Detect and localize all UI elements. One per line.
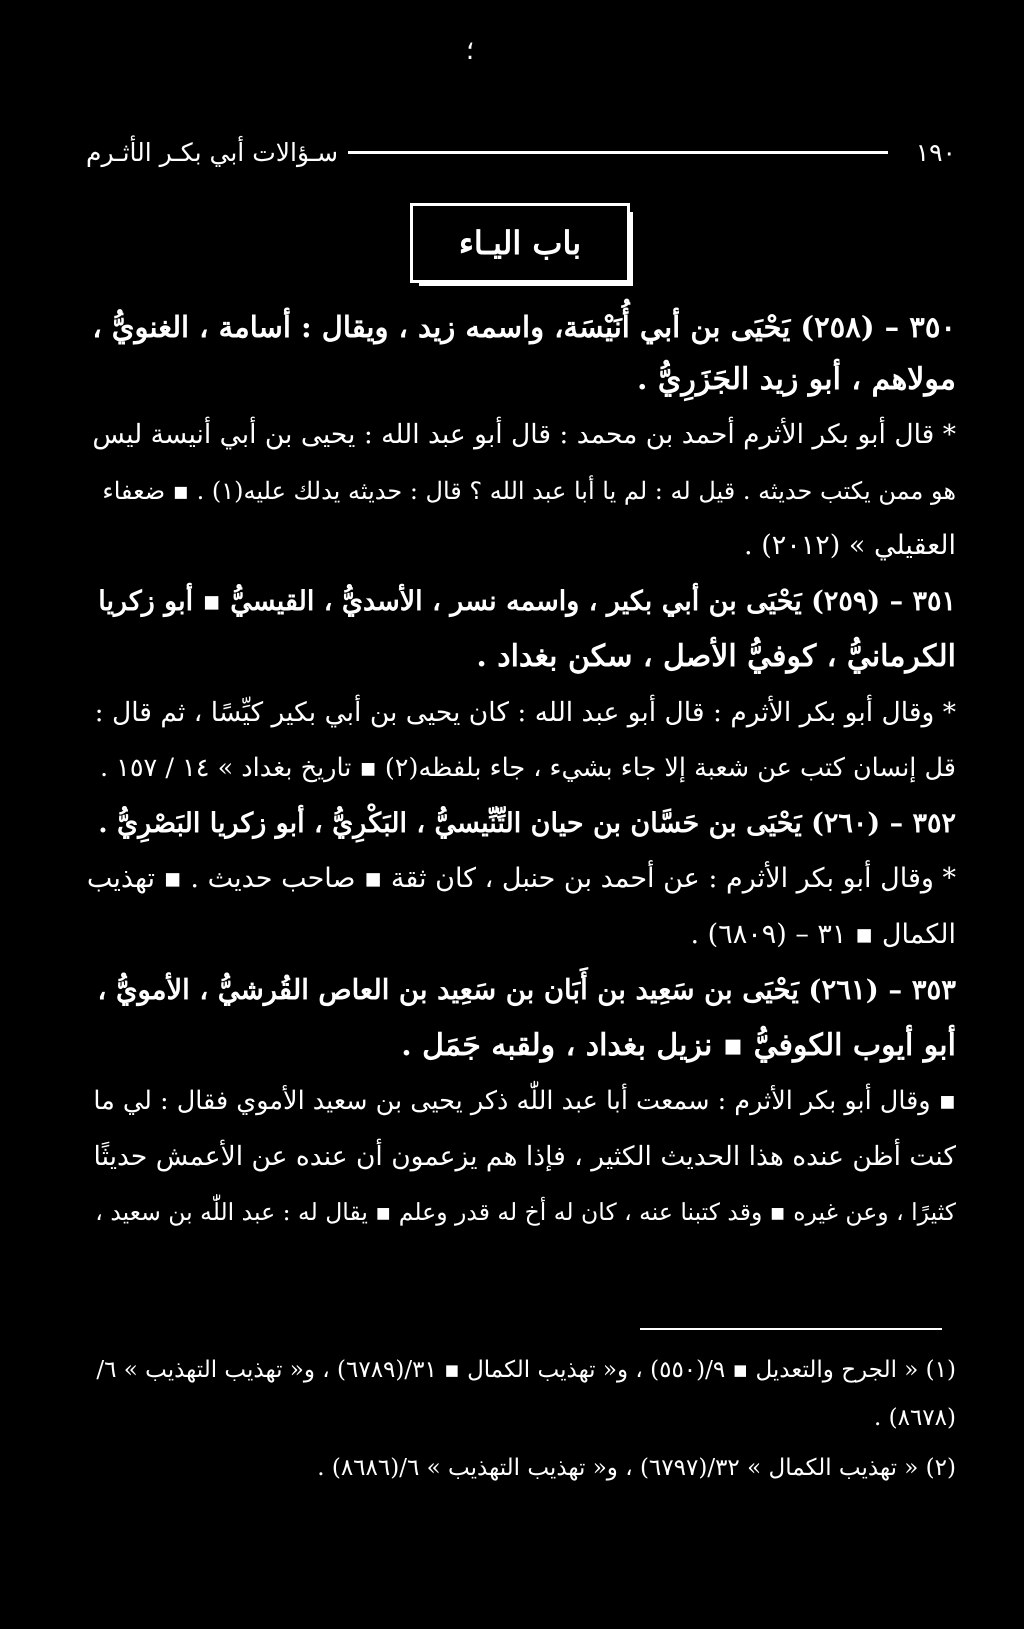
footnote-1-cont: (٨٦٧٨) . (873, 1405, 956, 1431)
footnote-2: (٢) « تهذيب الكمال » ٣٢/(٦٧٩٧) ، و« تهذيب التهذيب » ٦/(٨٦٨٦) . (317, 1455, 956, 1481)
entry-350-heading-cont: مولاهم ، أبو زيد الجَزَرِيُّ . (637, 362, 956, 397)
entry-351-heading: ٣٥١ – (٢٥٩) يَحْيَى بن أبي بكير ، واسمه نسر ، الأسديُّ ، القيسيُّ ▪ أبو زكريا (98, 586, 956, 617)
footnote-1: (١) « الجرح والتعديل ▪ ٩/(٥٥٠) ، و« تهذيب الكمال ▪ ٣١/(٦٧٨٩) ، و« تهذيب التهذيب » ٦/ (96, 1357, 956, 1383)
page-number: ١٩٠ (915, 137, 956, 167)
text-line: كثيرًا ، وعن غيره ▪ وقد كتبنا عنه ، كان له أخ له قدر وعلم ▪ يقال له : عبد اللّٰه بن سعيد ، (95, 1198, 956, 1226)
text-line: العقيلي » (٢٠١٢) . (744, 530, 956, 561)
running-header (86, 132, 956, 172)
text-line: الكمال ▪ ٣١ – (٦٨٠٩) . (690, 919, 956, 950)
text-line: * وقال أبو بكر الأثرم : قال أبو عبد الله : كان يحيى بن أبي بكير كيِّسًا ، ثم قال : (94, 697, 956, 728)
entry-353-heading: ٣٥٣ – (٢٦١) يَحْيَى بن سَعِيد بن أَبَان بن سَعِيد بن العاص القُرشيُّ ، الأمويُّ ، (97, 974, 956, 1006)
header-rule (348, 151, 888, 154)
top-mark: ؛ (465, 36, 475, 66)
chapter-title-box (410, 203, 630, 283)
text-line: ▪ وقال أبو بكر الأثرم : سمعت أبا عبد اللّٰه ذكر يحيى بن سعيد الأموي فقال : لي ما (93, 1086, 956, 1116)
footnote-separator (640, 1328, 942, 1330)
text-line: * قال أبو بكر الأثرم أحمد بن محمد : قال أبو عبد الله : يحيى بن أبي أنيسة ليس (92, 419, 956, 450)
entry-352-heading: ٣٥٢ – (٢٦٠) يَحْيَى بن حَسَّان بن حيان التِّنِّيسيُّ ، البَكْرِيُّ ، أبو زكريا البَصْرِيُّ . (98, 808, 956, 839)
text-line: كنت أظن عنده هذا الحديث الكثير ، فإذا هم يزعمون أن عنده عن الأعمش حديثًا (93, 1141, 956, 1172)
entry-351-heading-cont: الكرمانيُّ ، كوفيُّ الأصل ، سكن بغداد . (476, 639, 956, 674)
running-title: سـؤالات أبي بكـر الأثـرم (86, 137, 339, 167)
entry-353-heading-cont: أبو أيوب الكوفيُّ ▪ نزيل بغداد ، ولقبه جَمَل . (401, 1028, 956, 1063)
text-line: * وقال أبو بكر الأثرم : عن أحمد بن حنبل ، كان ثقة ▪ صاحب حديث . ▪ تهذيب (86, 863, 956, 894)
chapter-title: باب اليـاء (458, 224, 582, 262)
text-line: قل إنسان كتب عن شعبة إلا جاء بشيء ، جاء بلفظه(٢) ▪ تاريخ بغداد » ١٤ / ١٥٧ . (99, 753, 956, 783)
text-line: هو ممن يكتب حديثه . قيل له : لم يا أبا عبد الله ؟ قال : حديثه يدلك عليه(١) . ▪ ضعفاء (102, 477, 956, 505)
entry-350-heading: ٣٥٠ – (٢٥٨) يَحْيَى بن أبي أُنَيْسَة، واسمه زيد ، ويقال : أسامة ، الغنويُّ ، (92, 310, 956, 344)
